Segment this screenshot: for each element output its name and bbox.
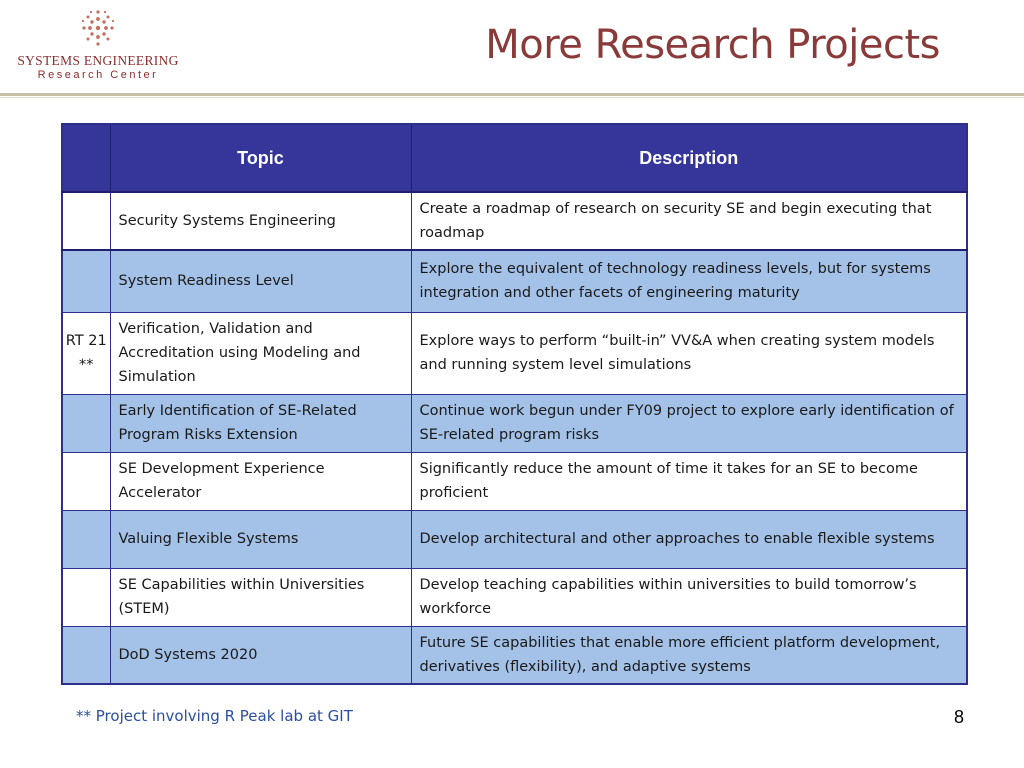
- table-header-row: [62, 124, 967, 192]
- row-description: Significantly reduce the amount of time it takes for an SE to become proficient: [411, 452, 967, 510]
- table-row: [62, 452, 967, 510]
- row-tag: [62, 192, 110, 250]
- title-divider: [0, 93, 1024, 96]
- row-topic: SE Capabilities within Universities (STEM): [110, 568, 411, 626]
- table-row: [62, 568, 967, 626]
- row-tag: [62, 394, 110, 452]
- logo-text-primary: SYSTEMS ENGINEERING: [17, 53, 179, 68]
- logo: [8, 8, 188, 88]
- header-topic: Topic: [110, 124, 411, 192]
- row-tag: RT 21 **: [62, 312, 110, 394]
- row-tag: [62, 510, 110, 568]
- table-row: [62, 192, 967, 250]
- title-divider-light: [0, 97, 1024, 98]
- table-row: [62, 626, 967, 684]
- table-row: [62, 250, 967, 312]
- footnote: ** Project involving R Peak lab at GIT: [76, 707, 353, 725]
- row-tag: [62, 626, 110, 684]
- row-tag: [62, 568, 110, 626]
- row-topic: System Readiness Level: [110, 250, 411, 312]
- projects-table: [61, 123, 968, 685]
- table-row: [62, 312, 967, 394]
- row-description: Develop teaching capabilities within universities to build tomorrow’s workforce: [411, 568, 967, 626]
- row-description: Explore the equivalent of technology readiness levels, but for systems integration and other facets of engineering maturity: [411, 250, 967, 312]
- row-tag: [62, 452, 110, 510]
- row-topic: Early Identification of SE-Related Program Risks Extension: [110, 394, 411, 452]
- row-topic: SE Development Experience Accelerator: [110, 452, 411, 510]
- row-description: Future SE capabilities that enable more efficient platform development, derivatives (flexibility), and adaptive systems: [411, 626, 967, 684]
- logo-text-secondary: Research Center: [37, 69, 159, 81]
- row-topic: DoD Systems 2020: [110, 626, 411, 684]
- row-topic: Verification, Validation and Accreditation using Modeling and Simulation: [110, 312, 411, 394]
- row-description: Create a roadmap of research on security SE and begin executing that roadmap: [411, 192, 967, 250]
- table-row: [62, 394, 967, 452]
- row-tag: [62, 250, 110, 312]
- row-description: Develop architectural and other approaches to enable flexible systems: [411, 510, 967, 568]
- row-description: Continue work begun under FY09 project to explore early identification of SE-related program risks: [411, 394, 967, 452]
- page-number: 8: [953, 707, 964, 727]
- row-topic: Valuing Flexible Systems: [110, 510, 411, 568]
- header-description: Description: [411, 124, 967, 192]
- table-row: [62, 510, 967, 568]
- header-tag: [62, 124, 110, 192]
- row-description: Explore ways to perform “built-in” VV&A when creating system models and running system level simulations: [411, 312, 967, 394]
- logo-star-icon: [80, 8, 116, 48]
- page-title: More Research Projects: [485, 22, 940, 68]
- row-topic: Security Systems Engineering: [110, 192, 411, 250]
